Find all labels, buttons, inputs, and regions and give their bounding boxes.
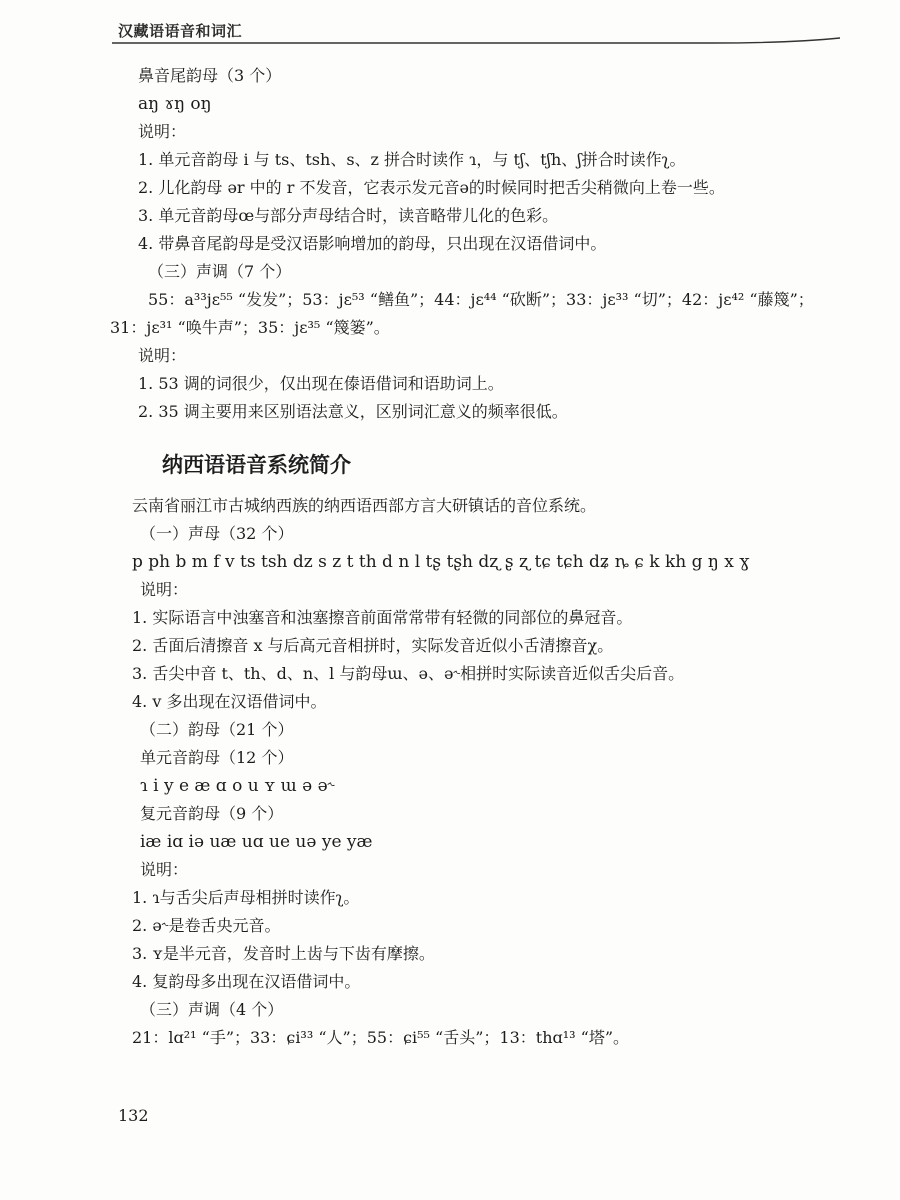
subsection-heading: （三）声调（4 个） — [140, 1000, 284, 1019]
ipa-line: p ph b m f v ts tsh dz s z t th d n l tʂ tʂh dʐ ʂ ʐ tɕ tɕh dʑ ȵ ɕ k kh g ŋ x ɣ — [132, 552, 750, 572]
text-line: 4. 带鼻音尾韵母是受汉语影响增加的韵母，只出现在汉语借词中。 — [138, 234, 607, 253]
running-header: 汉藏语语音和词汇 — [118, 22, 243, 40]
ipa-line: ɿ i y e æ ɑ o u ʏ ɯ ə ə˞ — [140, 776, 335, 796]
text-line: 1. 实际语言中浊塞音和浊塞擦音前面常常带有轻微的同部位的鼻冠音。 — [132, 608, 633, 627]
tone-examples-line: 55：a³³jɛ⁵⁵ “发发”；53：jɛ⁵³ “鳝鱼”；44：jɛ⁴⁴ “砍断”；33：jɛ³³ “切”；42：jɛ⁴² “藤篾”； — [148, 290, 814, 309]
section-title: 纳西语语音系统简介 — [162, 453, 351, 477]
text-line: 3. 舌尖中音 t、th、d、n、l 与韵母ɯ、ə、ə˞相拼时实际读音近似舌尖后音。 — [132, 664, 685, 683]
text-line: 说明： — [138, 122, 187, 141]
text-line: 3. ʏ是半元音，发音时上齿与下齿有摩擦。 — [132, 944, 435, 963]
intro-paragraph: 云南省丽江市古城纳西族的纳西语西部方言大研镇话的音位系统。 — [132, 496, 597, 515]
ipa-line: aŋ ɤŋ oŋ — [138, 94, 212, 114]
tone-examples-line: 21：lɑ²¹ “手”；33：ɕi³³ “人”；55：ɕi⁵⁵ “舌头”；13：thɑ¹³ “塔”。 — [132, 1028, 630, 1047]
text-line: 说明： — [140, 580, 189, 599]
subsection-heading: （二）韵母（21 个） — [140, 720, 294, 739]
text-line: 4. 复韵母多出现在汉语借词中。 — [132, 972, 361, 991]
page-body — [110, 62, 850, 1052]
text-line: 单元音韵母（12 个） — [140, 748, 294, 767]
header-rule — [112, 33, 842, 61]
text-line: 说明： — [138, 346, 187, 365]
tone-examples-line: 31：jɛ³¹ “唤牛声”；35：jɛ³⁵ “篾篓”。 — [110, 318, 390, 337]
text-line: 2. ə˞是卷舌央元音。 — [132, 916, 281, 935]
text-line: 鼻音尾韵母（3 个） — [138, 66, 282, 85]
text-line: 2. 35 调主要用来区别语法意义，区别词汇意义的频率很低。 — [138, 402, 568, 421]
text-line: 1. 单元音韵母 i 与 ts、tsh、s、z 拼合时读作 ɿ，与 tʃ、tʃh、ʃ拼合时读作ʅ。 — [138, 150, 686, 169]
page-number: 132 — [118, 1106, 149, 1125]
text-line: 1. 53 调的词很少，仅出现在傣语借词和语助词上。 — [138, 374, 504, 393]
text-line: 4. v 多出现在汉语借词中。 — [132, 692, 327, 711]
text-line: 3. 单元音韵母œ与部分声母结合时，读音略带儿化的色彩。 — [138, 206, 559, 225]
text-line: 说明： — [140, 860, 189, 879]
text-line: 复元音韵母（9 个） — [140, 804, 284, 823]
subsection-heading: （一）声母（32 个） — [140, 524, 294, 543]
subsection-heading: （三）声调（7 个） — [148, 262, 292, 281]
text-line: 2. 舌面后清擦音 x 与后高元音相拼时，实际发音近似小舌清擦音χ。 — [132, 636, 614, 655]
text-line: 2. 儿化韵母 ər 中的 r 不发音，它表示发元音ə的时候同时把舌尖稍微向上卷一些。 — [138, 178, 725, 197]
ipa-line: iæ iɑ iə uæ uɑ ue uə ye yæ — [140, 832, 373, 852]
text-line: 1. ɿ与舌尖后声母相拼时读作ʅ。 — [132, 888, 360, 907]
